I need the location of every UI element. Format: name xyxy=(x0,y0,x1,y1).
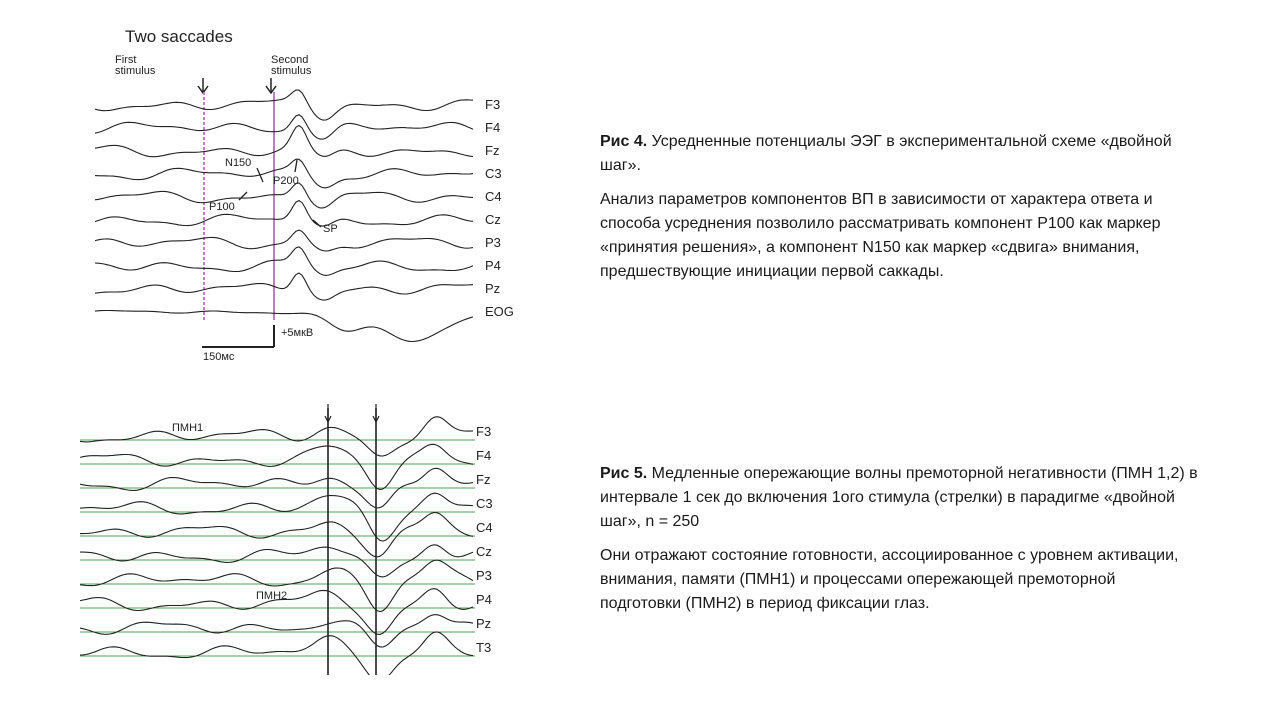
fig4-trace-pz xyxy=(95,273,473,300)
fig4-channel-p4: P4 xyxy=(485,258,501,273)
fig4-caption-heading: Рис 4. Усредненные потенциалы ЭЭГ в экспериментальной схеме «двойной шаг». xyxy=(600,133,1172,174)
fig4-caption-body: Анализ параметров компонентов ВП в зависимости от характера ответа и способа усреднения позволило рассматривать компонент Р100 как маркер «принятия решения», а компонент N150 как маркер «сдвига» внимания, предшествующие инициации первой саккады. xyxy=(600,191,1161,280)
p100-label: P100 xyxy=(209,201,235,213)
fig5-channel-f4: F4 xyxy=(476,448,492,463)
fig5-channel-c4: C4 xyxy=(476,520,493,535)
second-stimulus-label-1: Second xyxy=(271,54,309,66)
fig4-channel-p3: P3 xyxy=(485,235,501,250)
p100-marker xyxy=(239,192,247,200)
fig4-channel-f3: F3 xyxy=(485,97,501,112)
fig5-arrow-1-icon xyxy=(325,404,331,422)
fig5-channel-c3: C3 xyxy=(476,496,493,511)
pmn1-label: ПМН1 xyxy=(172,422,204,434)
p200-label: P200 xyxy=(273,175,299,187)
sp-marker xyxy=(313,220,321,227)
first-stimulus-arrow-icon xyxy=(198,78,208,93)
fig4-trace-f3 xyxy=(95,90,473,120)
second-stimulus-arrow-icon xyxy=(266,78,276,93)
fig4-trace-p4 xyxy=(95,247,473,276)
fig5-trace-t3 xyxy=(80,632,473,675)
fig5-channel-fz: Fz xyxy=(476,472,491,487)
fig4-channel-eog: EOG xyxy=(485,304,514,319)
figure-5-premotor-negativity xyxy=(80,400,530,675)
fig5-caption-heading: Рис 5. Медленные опережающие волны премоторной негативности (ПМН 1,2) в интервале 1 сек до включения 1ого стимула (стрелки) в парадигме «двойной шаг», n = 250 xyxy=(600,465,1198,530)
fig5-trace-pz xyxy=(80,615,473,647)
first-stimulus-label-1: First xyxy=(115,54,137,66)
fig5-channel-t3: T3 xyxy=(476,640,492,655)
figure-4-caption xyxy=(600,130,1200,294)
fig5-channel-p3: P3 xyxy=(476,568,492,583)
fig5-trace-p3 xyxy=(80,560,473,612)
fig5-green-baselines xyxy=(80,440,475,656)
time-scale-label: 150мс xyxy=(203,351,235,363)
amplitude-scale-bar xyxy=(202,325,274,347)
fig5-trace-f3 xyxy=(80,417,473,456)
fig5-trace-cz xyxy=(80,545,473,577)
fig4-channel-cz: Cz xyxy=(485,212,501,227)
fig5-channel-f3: F3 xyxy=(476,424,492,439)
figure-5-caption xyxy=(600,462,1200,626)
second-stimulus-label-2: stimulus xyxy=(271,65,312,77)
fig5-caption-body: Они отражают состояние готовности, ассоциированное с уровнем активации, внимания, памяти (ПМН1) и процессами опережающей премоторной подготовки (ПМН2) в период фиксации глаз. xyxy=(600,547,1179,612)
first-stimulus-label-2: stimulus xyxy=(115,65,156,77)
fig4-eeg-traces xyxy=(95,90,473,342)
fig4-channel-pz: Pz xyxy=(485,281,501,296)
figure-4-eeg-two-saccades xyxy=(85,20,545,365)
p200-marker xyxy=(295,160,297,172)
fig4-channel-c4: C4 xyxy=(485,189,502,204)
fig4-title: Two saccades xyxy=(125,27,233,46)
pmn2-label: ПМН2 xyxy=(256,590,288,602)
amplitude-scale-label: +5мкВ xyxy=(281,327,314,339)
fig4-trace-p3 xyxy=(95,230,473,251)
fig4-channel-c3: C3 xyxy=(485,166,502,181)
sp-label: SP xyxy=(323,223,338,235)
fig4-trace-cz xyxy=(95,201,473,227)
fig4-channel-labels xyxy=(485,97,514,319)
n150-label: N150 xyxy=(225,157,252,169)
fig4-trace-f4 xyxy=(95,115,473,139)
fig4-channel-f4: F4 xyxy=(485,120,501,135)
fig5-channel-pz: Pz xyxy=(476,616,492,631)
fig5-channel-p4: P4 xyxy=(476,592,492,607)
fig4-channel-fz: Fz xyxy=(485,143,500,158)
fig5-arrow-2-icon xyxy=(373,404,379,422)
fig5-eeg-traces xyxy=(80,417,473,675)
fig5-channel-labels xyxy=(476,424,493,655)
fig5-channel-cz: Cz xyxy=(476,544,492,559)
